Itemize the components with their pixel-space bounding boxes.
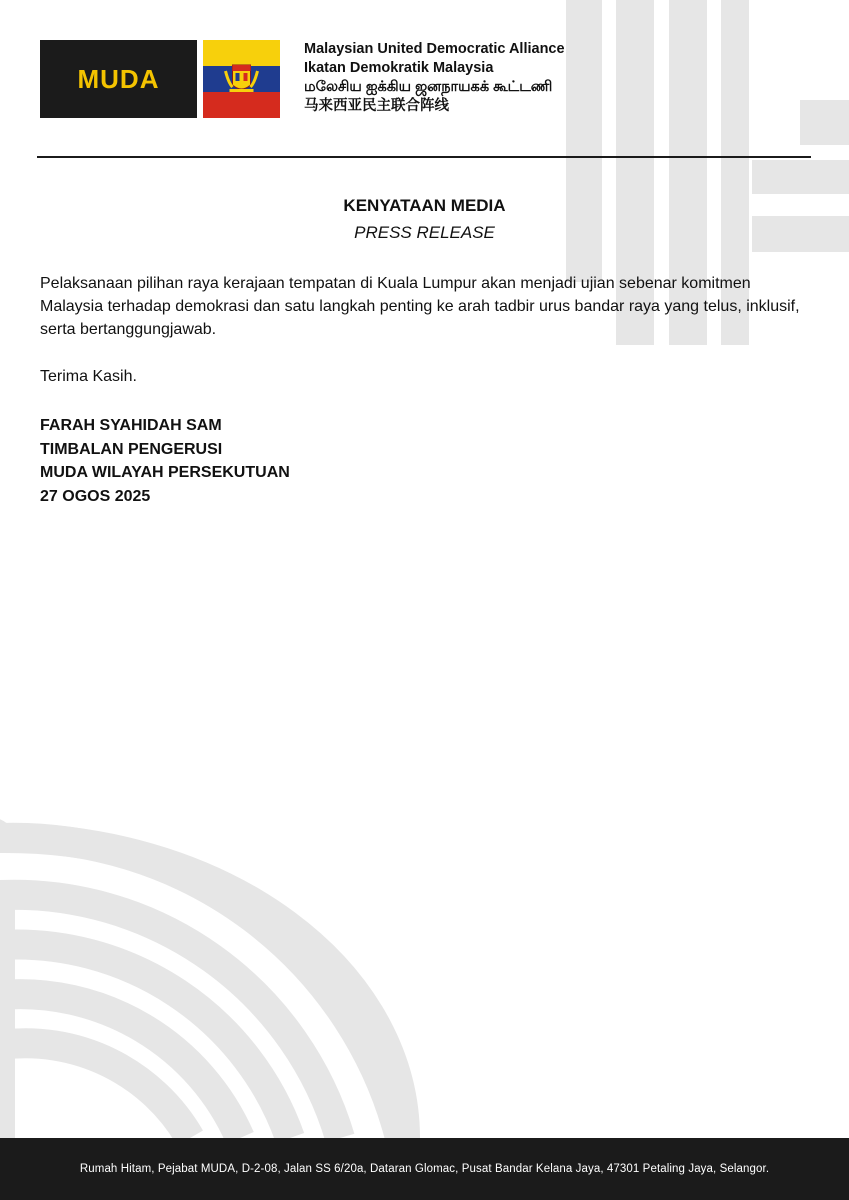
org-name-english: Malaysian United Democratic Alliance <box>304 41 565 57</box>
body-paragraph: Pelaksanaan pilihan raya kerajaan tempatan di Kuala Lumpur akan menjadi ujian sebenar komitmen Malaysia terhadap demokrasi dan satu langkah penting ke arah tadbir urus bandar raya yang telus, inklusif, serta bertanggungjawab. <box>40 275 800 338</box>
footer-address: Rumah Hitam, Pejabat MUDA, D-2-08, Jalan SS 6/20a, Dataran Glomac, Pusat Bandar Kelana Jaya, 47301 Petaling Jaya, Selangor. <box>79 1163 770 1175</box>
signature-block <box>40 414 290 508</box>
signatory-title: TIMBALAN PENGERUSI <box>40 440 223 458</box>
muda-logo <box>40 40 197 118</box>
release-date: 27 OGOS 2025 <box>40 487 151 505</box>
document-subtitle: PRESS RELEASE <box>354 223 495 242</box>
org-name-tamil: மலேசிய ஐக்கிய ஜனநாயகக் கூட்டணி <box>304 79 553 95</box>
org-name-malay: Ikatan Demokratik Malaysia <box>304 60 494 76</box>
header-divider <box>37 156 811 158</box>
organization-names <box>304 40 565 118</box>
footer-bar <box>0 1138 849 1200</box>
org-name-chinese: 马来西亚民主联合阵线 <box>304 98 449 114</box>
closing-thanks: Terima Kasih. <box>40 368 137 385</box>
letterhead <box>40 40 565 118</box>
document-title: KENYATAAN MEDIA <box>343 196 506 215</box>
signatory-name: FARAH SYAHIDAH SAM <box>40 417 222 434</box>
signatory-division: MUDA WILAYAH PERSEKUTUAN <box>40 464 290 481</box>
kuala-lumpur-flag-icon <box>203 40 280 118</box>
logo-text: MUDA <box>77 63 160 94</box>
